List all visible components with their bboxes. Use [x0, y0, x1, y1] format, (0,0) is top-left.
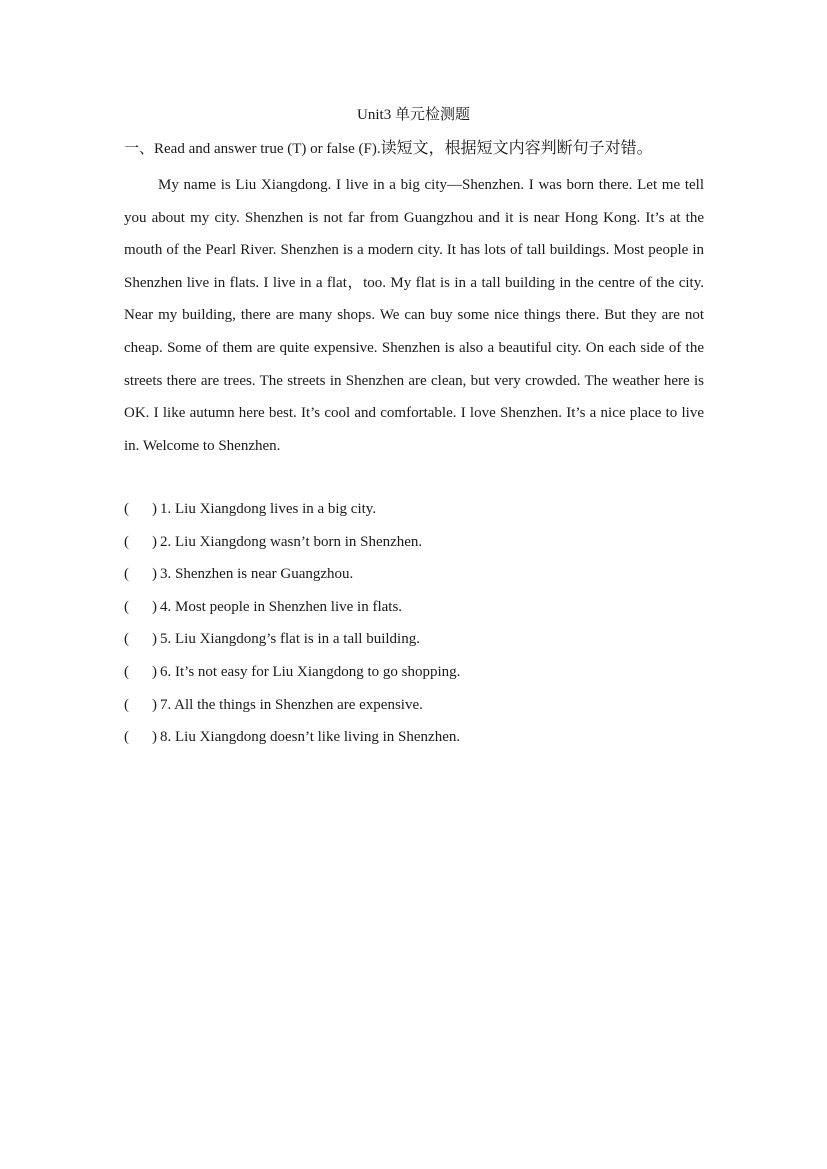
answer-blank[interactable]: ( )	[124, 566, 157, 583]
question-item	[124, 656, 724, 689]
question-text: 1. Liu Xiangdong lives in a big city.	[160, 501, 377, 517]
question-item	[124, 591, 724, 624]
question-item	[124, 493, 724, 526]
answer-blank[interactable]: ( )	[124, 729, 157, 746]
answer-blank[interactable]: ( )	[124, 696, 157, 713]
question-text: 2. Liu Xiangdong wasn’t born in Shenzhen.	[160, 533, 423, 550]
question-text: 3. Shenzhen is near Guangzhou.	[160, 566, 354, 583]
reading-passage: My name is Liu Xiangdong. I live in a big city—Shenzhen. I was born there. Let me tell you about my city. Shenzhen is not far from Guangzhou and it is near Hong Kong. It’s at the mouth of the Pearl River. Shenzhen is a modern city. It has lots of tall buildings. Most people in Shenzhen live in flats. I live in a flat，too. My flat is in a tall building in the centre of the city. Near my building, there are many shops. We can buy some nice things there. But they are not cheap. Some of them are quite expensive. Shenzhen is also a beautiful city. On each side of the streets there are trees. The streets in Shenzhen are clean, but very crowded. The weather here is OK. I like autumn here best. It’s cool and comfortable. I love Shenzhen. It’s a nice place to live in. Welcome to Shenzhen.	[124, 177, 704, 454]
answer-blank[interactable]: ( )	[124, 598, 157, 615]
question-text: 8. Liu Xiangdong doesn’t like living in Shenzhen.	[160, 729, 461, 746]
question-list	[124, 493, 724, 754]
question-item	[124, 526, 724, 559]
answer-blank[interactable]: ( )	[124, 501, 157, 517]
answer-blank[interactable]: ( )	[124, 631, 157, 648]
question-text: 4. Most people in Shenzhen live in flats.	[160, 598, 403, 615]
answer-blank[interactable]: ( )	[124, 663, 157, 680]
section-instruction	[124, 138, 724, 160]
question-text: 7. All the things in Shenzhen are expensive.	[160, 696, 423, 713]
page-title: Unit3 单元检测题	[357, 107, 470, 123]
question-item	[124, 689, 724, 722]
question-text: 6. It’s not easy for Liu Xiangdong to go shopping.	[160, 663, 461, 680]
question-text: 5. Liu Xiangdong’s flat is in a tall building.	[160, 631, 420, 648]
question-item	[124, 623, 724, 656]
answer-blank[interactable]: ( )	[124, 533, 157, 550]
instruction-chinese: 读短文，根据短文内容判断句子对错。	[380, 140, 653, 157]
question-item	[124, 558, 724, 591]
question-item	[124, 721, 724, 754]
instruction-english: 一、Read and answer true (T) or false (F).	[124, 141, 381, 157]
